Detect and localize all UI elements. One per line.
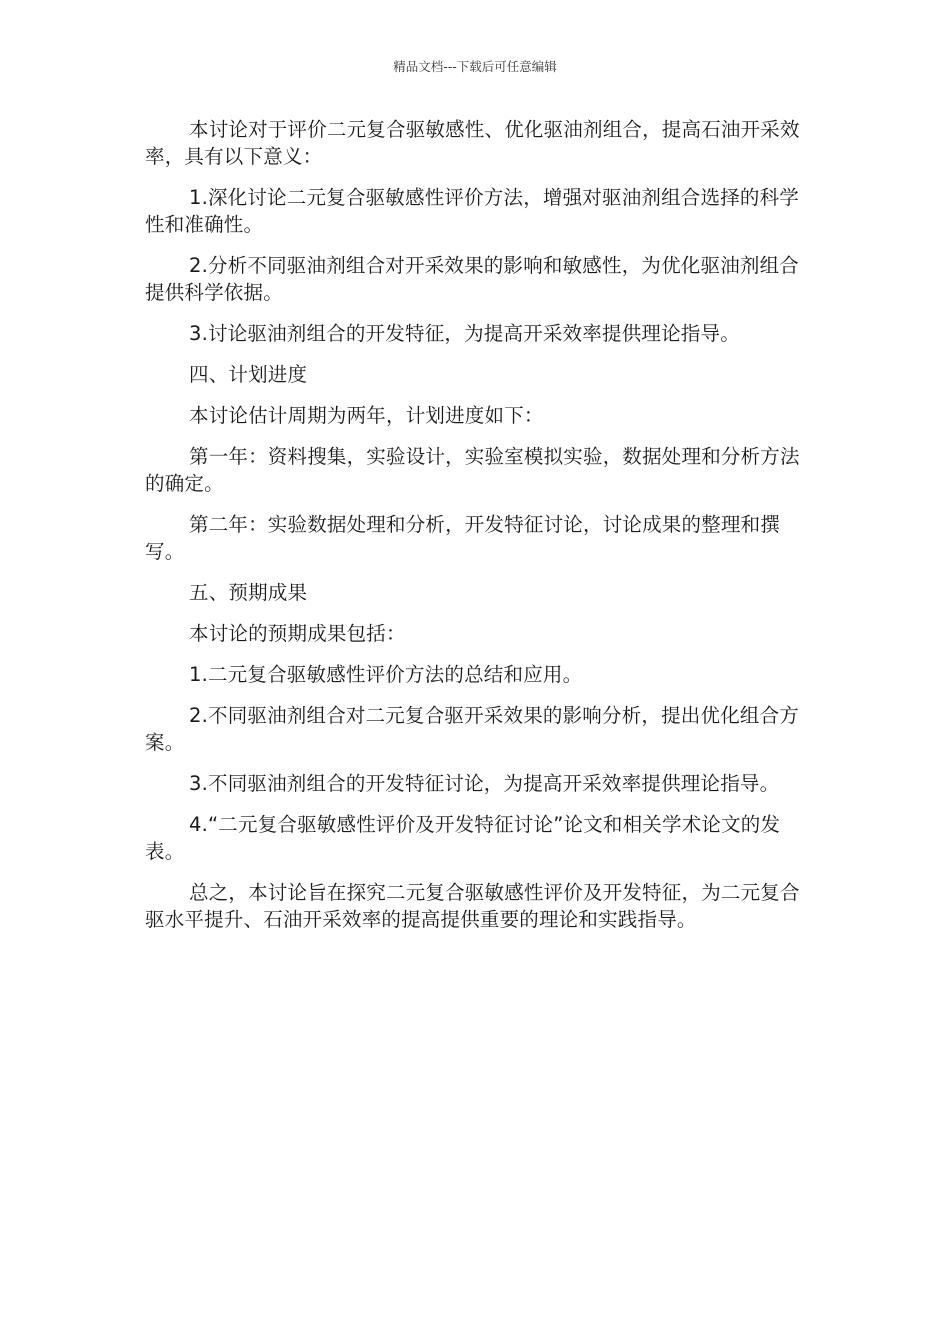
section-heading-schedule: 四、计划进度 xyxy=(189,363,308,386)
section-heading-expected-results: 五、预期成果 xyxy=(189,581,308,604)
paragraph-significance-3: 3.讨论驱油剂组合的开发特征，为提高开采效率提供理论指导。 xyxy=(189,322,740,345)
page-header: 精品文档---下载后可任意编辑 xyxy=(393,59,557,74)
paragraph-schedule-year-2: 第二年：实验数据处理和分析，开发特征讨论，讨论成果的整理和撰写。 xyxy=(145,513,781,563)
paragraph-conclusion: 总之，本讨论旨在探究二元复合驱敏感性评价及开发特征，为二元复合驱水平提升、石油开采效率的提高提供重要的理论和实践指导。 xyxy=(145,881,800,931)
paragraph-schedule-year-1: 第一年：资料搜集，实验设计，实验室模拟实验，数据处理和分析方法的确定。 xyxy=(145,445,800,495)
paragraph-result-1: 1.二元复合驱敏感性评价方法的总结和应用。 xyxy=(189,663,583,686)
paragraph-results-intro: 本讨论的预期成果包括： xyxy=(189,622,406,645)
document-body xyxy=(145,116,805,947)
paragraph-schedule-intro: 本讨论估计周期为两年，计划进度如下： xyxy=(189,404,544,427)
paragraph-result-2: 2.不同驱油剂组合对二元复合驱开采效果的影响分析，提出优化组合方案。 xyxy=(145,704,800,754)
paragraph-result-4: 4.“二元复合驱敏感性评价及开发特征讨论”论文和相关学术论文的发表。 xyxy=(145,813,781,863)
paragraph-significance-1: 1.深化讨论二元复合驱敏感性评价方法，增强对驱油剂组合选择的科学性和准确性。 xyxy=(145,186,800,236)
paragraph-result-3: 3.不同驱油剂组合的开发特征讨论，为提高开采效率提供理论指导。 xyxy=(189,772,780,795)
paragraph-significance-2: 2.分析不同驱油剂组合对开采效果的影响和敏感性，为优化驱油剂组合提供科学依据。 xyxy=(145,254,800,304)
paragraph-significance-intro: 本讨论对于评价二元复合驱敏感性、优化驱油剂组合，提高石油开采效率，具有以下意义： xyxy=(145,118,800,168)
